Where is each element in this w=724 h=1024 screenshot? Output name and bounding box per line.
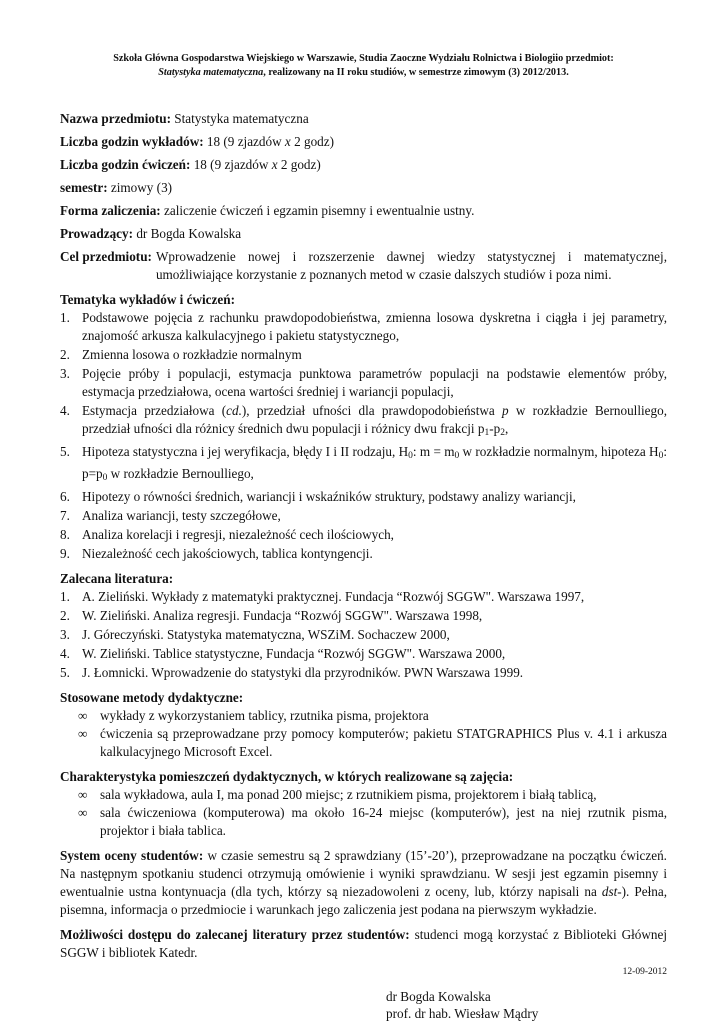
field-prowadzacy (60, 225, 667, 243)
list-item (60, 526, 667, 544)
list-item (60, 607, 667, 625)
field-value-x: x (271, 157, 278, 172)
item-text: J. Góreczyński. Statystyka matematyczna, WSZiM. Sochaczew 2000, (82, 627, 450, 642)
list-item (60, 786, 667, 804)
header-line-2 (60, 66, 667, 80)
field-value: zaliczenie ćwiczeń i egzamin pisemny i ewentualnie ustny. (160, 203, 475, 218)
list-item (60, 545, 667, 563)
field-forma (60, 202, 667, 220)
item-text (82, 443, 667, 487)
text-part: Estymacja przedziałowa ( (82, 403, 227, 418)
item-number: 5. (60, 665, 70, 680)
field-value: 18 (9 zjazdów (203, 134, 285, 149)
field-label: Liczba godzin wykładów: (60, 134, 204, 149)
text-part: ), przedział ufności dla prawdopodobieństwa (241, 403, 503, 418)
list-item (60, 507, 667, 525)
list-item (60, 588, 667, 606)
list-item (60, 309, 667, 345)
list-item (60, 626, 667, 644)
item-number: 3. (60, 366, 70, 381)
section-title-tematyka: Tematyka wykładów i ćwiczeń: (60, 292, 235, 307)
tematyka-list (60, 309, 667, 563)
text-part: : p=p (82, 444, 667, 481)
field-semestr (60, 179, 667, 197)
item-number: 9. (60, 546, 70, 561)
field-label: Nazwa przedmiotu: (60, 111, 171, 126)
field-label: Cel przedmiotu: (60, 249, 152, 264)
list-item (60, 645, 667, 663)
item-number: 2. (60, 608, 70, 623)
field-value: 18 (9 zjazdów (190, 157, 272, 172)
item-text: J. Łomnicki. Wprowadzenie do statystyki dla przyrodników. PWN Warszawa 1999. (82, 665, 524, 680)
list-item (60, 664, 667, 682)
field-value: dr Bogda Kowalska (133, 226, 242, 241)
subscript: 0 (658, 451, 664, 461)
item-text: Pojęcie próby i populacji, estymacja punktowa parametrów populacji na podstawie elementów próby, estymacja przedziałowa, ocena wartości średniej i wariancji populacji, (82, 366, 667, 399)
list-item (60, 804, 667, 840)
item-number: 4. (60, 403, 70, 418)
field-value-x: x (284, 134, 291, 149)
system-oceny-paragraph (60, 847, 667, 919)
signature-block (386, 988, 667, 1022)
list-item (60, 365, 667, 401)
paragraph-text: studenci mogą korzystać z Biblioteki Głównej SGGW i bibliotek Katedr. (60, 927, 667, 960)
list-item (60, 402, 667, 442)
item-text: Zmienna losowa o rozkładzie normalnym (82, 347, 302, 362)
list-item (60, 725, 667, 761)
item-text: W. Zieliński. Tablice statystyczne, Fundacja “Rozwój SGGW". Warszawa 2000, (82, 646, 506, 661)
document-date: 12-09-2012 (622, 967, 667, 977)
document-header (60, 52, 667, 80)
header-line-2-rest: , realizowany na II roku studiów, w semestrze zimowym (3) 2012/2013. (263, 67, 569, 78)
item-text: Analiza korelacji i regresji, niezależność cech ilościowych, (82, 527, 394, 542)
item-number: 7. (60, 508, 70, 523)
document-page (60, 52, 667, 1022)
item-number: 6. (60, 489, 70, 504)
item-number: 5. (60, 444, 70, 459)
infinity-bullet-icon: ∞ (78, 805, 88, 820)
text-part: w rozkładzie normalnym, hipoteza H (459, 444, 659, 459)
paragraph-text: w czasie semestru są 2 sprawdziany (15’-20’), przeprowadzane na początku ćwiczeń. Na następnym spotkaniu studenci otrzymują omówienie i wyniki sprawdzianu. W sesji jest egzamin pisemny i ewentualnie ustna kontynuacja (dla tych, którzy są niezadowoleni z oceny, lub, którzy napisali na (60, 848, 667, 899)
field-value: 2 godz) (290, 134, 334, 149)
section-title-pomieszczenia: Charakterystyka pomieszczeń dydaktycznych, w których realizowane są zajęcia: (60, 769, 514, 784)
list-item (60, 443, 667, 487)
text-part: cd. (226, 403, 242, 418)
list-item (60, 488, 667, 506)
subscript: 1 (484, 428, 490, 438)
item-text: ćwiczenia są przeprowadzane przy pomocy komputerów; pakietu STATGRAPHICS Plus v. 4.1 i arkusza kalkulacyjnego Microsoft Excel. (100, 726, 667, 759)
field-value: Wprowadzenie nowej i rozszerzenie dawnej wiedzy statystycznej i matematycznej, umożliwiające korzystanie z poznanych metod w czasie dalszych studiów i poza nimi. (155, 249, 667, 282)
item-number: 3. (60, 627, 70, 642)
text-part: : m = m (412, 444, 455, 459)
field-cel (60, 248, 667, 284)
subscript: 2 (500, 428, 505, 438)
text-part: Hipoteza statystyczna i jej weryfikacja, błędy I i II rodzaju, H (82, 444, 409, 459)
field-label: Prowadzący: (60, 226, 134, 241)
field-cwiczenia (60, 156, 667, 174)
header-subject: Statystyka matematyczna (158, 67, 264, 78)
item-text: A. Zieliński. Wykłady z matematyki praktycznej. Fundacja “Rozwój SGGW". Warszawa 1997, (82, 589, 585, 604)
item-number: 1. (60, 310, 70, 325)
field-nazwa (60, 110, 667, 128)
text-part: p (502, 403, 509, 418)
field-value: 2 godz) (277, 157, 321, 172)
paragraph-label: System oceny studentów: (60, 848, 204, 863)
paragraph-text: ). Pełna, pisemna, informacja o przedmiocie i warunkach jego zaliczenia jest podana na pierwszym wykładzie. (60, 884, 667, 917)
literatura-list (60, 588, 667, 682)
subscript: 0 (454, 451, 460, 461)
text-part: , (504, 421, 509, 436)
item-number: 1. (60, 589, 70, 604)
metody-list (60, 707, 667, 761)
paragraph-text-italic: dst- (601, 884, 622, 899)
item-text: Niezależność cech jakościowych, tablica kontyngencji. (82, 546, 373, 561)
signature-line: prof. dr hab. Wiesław Mądry (386, 1006, 539, 1021)
item-text: sala wykładowa, aula I, ma ponad 200 miejsc; z rzutnikiem pisma, projektorem i białą tablicą, (100, 787, 597, 802)
subscript: 0 (408, 451, 413, 461)
field-label: semestr: (60, 180, 108, 195)
document-body (60, 110, 667, 1022)
infinity-bullet-icon: ∞ (78, 708, 88, 723)
paragraph-label: Możliwości dostępu do zalecanej literatury przez studentów: (60, 927, 410, 942)
field-value: zimowy (3) (107, 180, 173, 195)
item-text: wykłady z wykorzystaniem tablicy, rzutnika pisma, projektora (100, 708, 429, 723)
item-number: 2. (60, 347, 70, 362)
list-item (60, 346, 667, 364)
section-title-metody: Stosowane metody dydaktyczne: (60, 690, 244, 705)
signature-line: dr Bogda Kowalska (386, 989, 491, 1004)
field-label: Liczba godzin ćwiczeń: (60, 157, 191, 172)
field-label: Forma zaliczenia: (60, 203, 161, 218)
section-title-literatura: Zalecana literatura: (60, 571, 174, 586)
subscript: 0 (102, 473, 108, 483)
item-text: Podstawowe pojęcia z rachunku prawdopodobieństwa, zmienna losowa dyskretna i ciągła i jej parametry, znajomość arkusza kalkulacyjnego i pakietu statystycznego, (82, 310, 667, 343)
infinity-bullet-icon: ∞ (78, 726, 88, 741)
pomieszczenia-list (60, 786, 667, 840)
item-text (82, 402, 667, 442)
item-text: Hipotezy o równości średnich, wariancji i wskaźników struktury, podstawy analizy wariancji, (82, 489, 576, 504)
item-text: Analiza wariancji, testy szczegółowe, (82, 508, 281, 523)
text-part: w rozkładzie Bernoulliego, przedział ufności dla różnicy średnich dwu populacji i różnicy dwu frakcji p (82, 403, 668, 436)
item-number: 8. (60, 527, 70, 542)
text-part: w rozkładzie Bernoulliego, (107, 466, 254, 481)
dostep-paragraph (60, 926, 667, 962)
item-number: 4. (60, 646, 70, 661)
text-part: -p (489, 421, 501, 436)
item-text: W. Zieliński. Analiza regresji. Fundacja “Rozwój SGGW". Warszawa 1998, (82, 608, 483, 623)
field-value: Statystyka matematyczna (170, 111, 309, 126)
item-text: sala ćwiczeniowa (komputerowa) ma około 16-24 miejsc (komputerów), jest na niej rzutnik pisma, projektor i biała tablica. (100, 805, 667, 838)
infinity-bullet-icon: ∞ (78, 787, 88, 802)
list-item (60, 707, 667, 725)
header-line-1: Szkoła Główna Gospodarstwa Wiejskiego w Warszawie, Studia Zaoczne Wydziału Rolnictwa i Biologiio przedmiot: (113, 53, 614, 64)
field-wyklady (60, 133, 667, 151)
